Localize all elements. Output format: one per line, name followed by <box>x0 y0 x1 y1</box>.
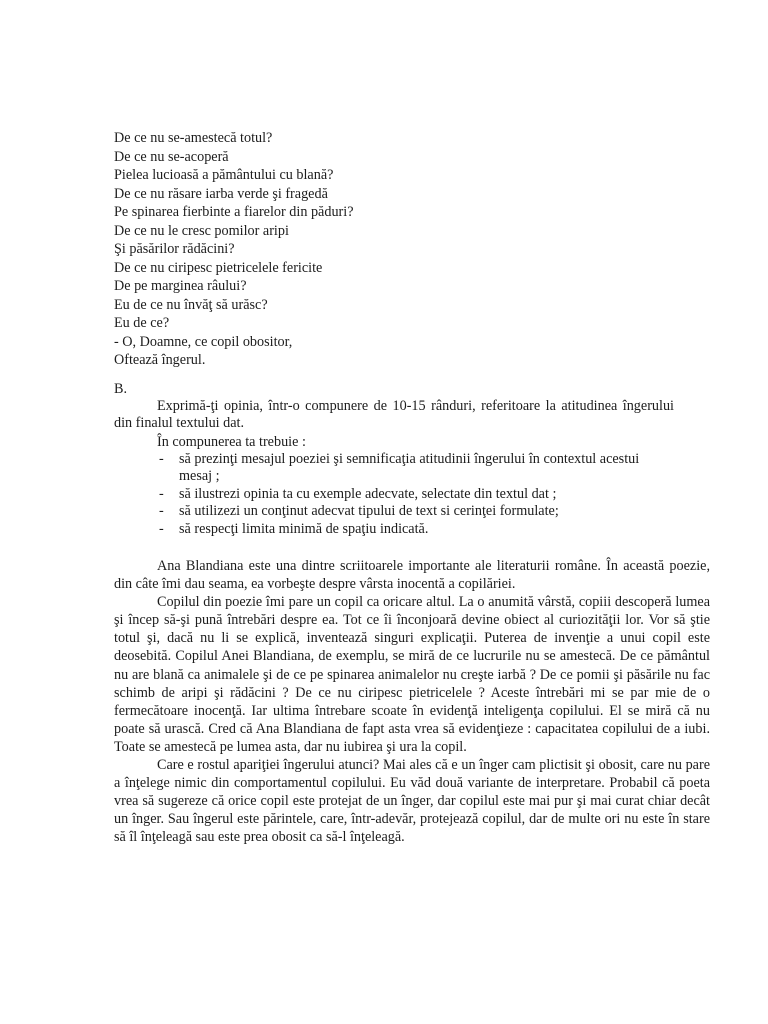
poem-line: De ce nu se-amestecă totul? <box>114 130 273 146</box>
poem-line: Pe spinarea fierbinte a fiarelor din păduri? <box>114 204 354 220</box>
poem-line: Eu de ce? <box>114 315 170 331</box>
essay <box>114 557 710 847</box>
task-statement: Exprimă-ţi opinia, într-o compunere de 10-15 rânduri, referitoare la atitudinea îngerului din finalul textului dat. <box>114 398 674 432</box>
requirement-item <box>114 503 674 521</box>
poem-line: Pielea lucioasă a pământului cu blană? <box>114 167 334 183</box>
bullet-dash: - <box>159 503 164 520</box>
requirements-list <box>114 451 674 539</box>
poem-line: De ce nu ciripesc pietricelele fericite <box>114 259 323 276</box>
essay-paragraph: Copilul din poezie îmi pare un copil ca oricare altul. La o anumită vârstă, copiii descoperă lumea şi încep să-şi pună întrebări despre ea. Tot ce îi înconjoară devine obiect al curiozităţii lor. Vor să ştie totul şi, dacă nu li se explică, inventează singuri explicaţii. Puterea de invenţie a unui copil este deosebită. Copilul Anei Blandiana, de exemplu, se miră de ce lucrurile nu se amestecă. De ce pământul nu are blană ca animalele şi de ce pe spinarea animalelor nu creşte iarbă ? De ce pomii şi păsările nu fac schimb de aripi şi rădăcini ? De ce nu ciripesc pietricelele ? Aceste întrebări mi se par mie de o fermecătoare inocenţă. Iar ultima întrebare scoate în evidenţă inteligenţa copilului. El se miră că nu poate să urască. Cred că Ana Blandiana de fapt asta vrea să evidenţieze : capacitatea copilului de a iubi. Toate se amestecă pe lumea asta, dar nu iubirea şi ura la copil. <box>114 594 710 755</box>
poem-line: Şi păsărilor rădăcini? <box>114 241 235 257</box>
bullet-dash: - <box>159 450 164 467</box>
essay-paragraph: Ana Blandiana este una dintre scriitoarele importante ale literaturii române. În această poezie, din câte îmi dau seama, ea vorbeşte despre vârsta inocentă a copilăriei. <box>114 558 710 593</box>
requirements-intro: În compunerea ta trebuie : <box>157 433 306 450</box>
poem-line: De pe marginea râului? <box>114 278 247 294</box>
section-label: B. <box>114 381 128 397</box>
bullet-dash: - <box>159 485 164 502</box>
requirement-item <box>114 451 674 486</box>
poem-line: De ce nu se-acoperă <box>114 148 229 165</box>
poem-line: Eu de ce nu învăţ să urăsc? <box>114 296 268 313</box>
poem-line: De ce nu le cresc pomilor aripi <box>114 222 289 239</box>
poem-line: De ce nu răsare iarba verde şi fragedă <box>114 185 328 202</box>
poem <box>114 129 674 370</box>
requirement-item <box>114 521 674 539</box>
requirement-text: să respecţi limita minimă de spaţiu indicată. <box>179 520 429 537</box>
requirement-text: să utilizezi un conţinut adecvat tipului de text si cerinţei formulate; <box>179 503 559 520</box>
poem-line: Oftează îngerul. <box>114 352 206 368</box>
bullet-dash: - <box>159 520 164 537</box>
requirement-item <box>114 486 674 504</box>
section-b <box>114 380 674 538</box>
requirement-text: să prezinţi mesajul poeziei şi semnificaţia atitudinii îngerului în contextul acestui mesaj ; <box>179 450 640 485</box>
requirement-text: să ilustrezi opinia ta cu exemple adecvate, selectate din textul dat ; <box>179 485 557 502</box>
poem-line: - O, Doamne, ce copil obositor, <box>114 333 293 350</box>
essay-paragraph: Care e rostul apariţiei îngerului atunci? Mai ales că e un înger cam plictisit şi obosit, care nu pare a înţelege nimic din comportamentul copilului. Eu văd două variante de interpretare. Probabil că poeta vrea să sugereze că orice copil este protejat de un înger, dar copilul este mai pur şi mai curat chiar decât un înger. Sau îngerul este părintele, care, într-adevăr, protejează copilul, dar de multe ori nu este în stare să îl înţeleagă sau este prea obosit ca să-l înţeleagă. <box>114 757 710 846</box>
